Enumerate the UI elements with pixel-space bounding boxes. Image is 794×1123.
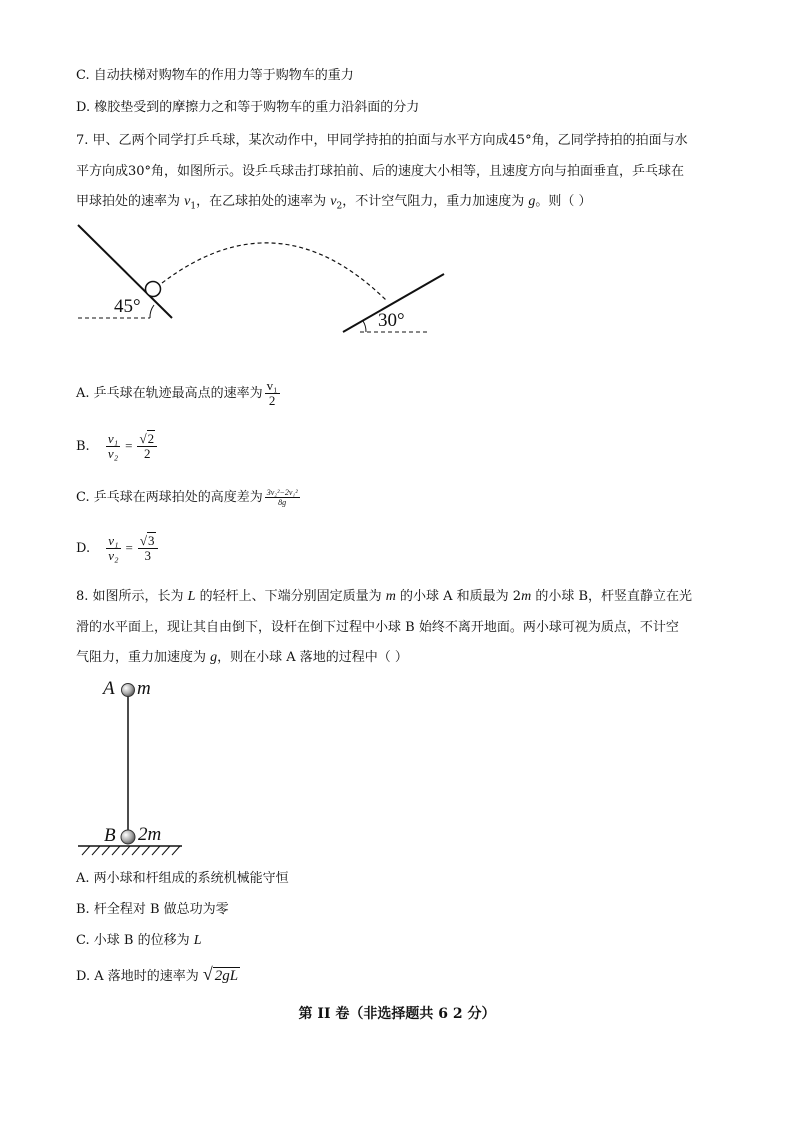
label-m: m xyxy=(137,678,151,699)
q8-option-b: B. 杆全程对 B 做总功为零 xyxy=(76,902,229,917)
q7-stem-line3: 甲球拍处的速率为 $v_1$，在乙球拍处的速率为 $v_2$，不计空气阻力，重力加速度为 g。则（ ） xyxy=(76,194,592,212)
label-2m: 2m xyxy=(138,824,162,845)
q8-option-a: A. 两小球和杆组成的系统机械能守恒 xyxy=(76,871,289,886)
q6-option-c: C. 自动扶梯对购物车的作用力等于购物车的重力 xyxy=(76,68,354,83)
q7-option-d: D. $\frac{\text{v₁}}{\text{v₂}}$ = $\frac{√3}{3}$ xyxy=(76,530,160,567)
q7-option-b: B. $\frac{\text{v₁}}{\text{v₂}}$ = $\frac{√2}{2}$ xyxy=(76,428,159,465)
q8-option-d: D. A 落地时的速率为 √ 2gL xyxy=(76,964,239,984)
label-b: B xyxy=(104,825,116,846)
angle-label-45: 45° xyxy=(114,296,141,317)
q8-option-c: C. 小球 B 的位移为 L xyxy=(76,933,202,948)
ground-hatching xyxy=(82,846,180,855)
q7-option-c: C. 乒乓球在两球拍处的高度差为 $\frac{\text{3v₂²−2v₁²}}{8g}$ xyxy=(76,488,298,507)
ball-b xyxy=(121,830,135,844)
q8-stem-line3: 气阻力，重力加速度为 g，则在小球 A 落地的过程中（ ） xyxy=(76,650,408,665)
q7-stem-line1: 7. 甲、乙两个同学打乒乓球，某次动作中，甲同学持拍的拍面与水平方向成45°角，乙同学持拍的拍面与水 xyxy=(76,133,688,148)
q8-stem-line2: 滑的水平面上，现让其自由倒下，设杆在倒下过程中小球 B 始终不离开地面。两小球可视为质点，不计空 xyxy=(76,620,679,635)
q7-stem-line2: 平方向成30°角，如图所示。设乒乓球击打球拍前、后的速度大小相等，且速度方向与拍面垂直，乒乓球在 xyxy=(76,164,685,179)
angle-label-30: 30° xyxy=(378,310,405,331)
q8-stem-line1: 8. 如图所示，长为 L 的轻杆上、下端分别固定质量为 m 的小球 A 和质最为 2m 的小球 B，杆竖直静立在光 xyxy=(76,589,693,604)
q7-option-a: A. 乒乓球在轨迹最高点的速率为 $\frac{\text{v₁}}{2}$ xyxy=(76,378,278,408)
label-a: A xyxy=(103,678,115,699)
q6-option-d: D. 橡胶垫受到的摩擦力之和等于购物车的重力沿斜面的分力 xyxy=(76,100,420,115)
ball-a xyxy=(122,684,135,697)
section-title: 第 II 卷（非选择题共 6 2 分） xyxy=(298,1006,496,1022)
